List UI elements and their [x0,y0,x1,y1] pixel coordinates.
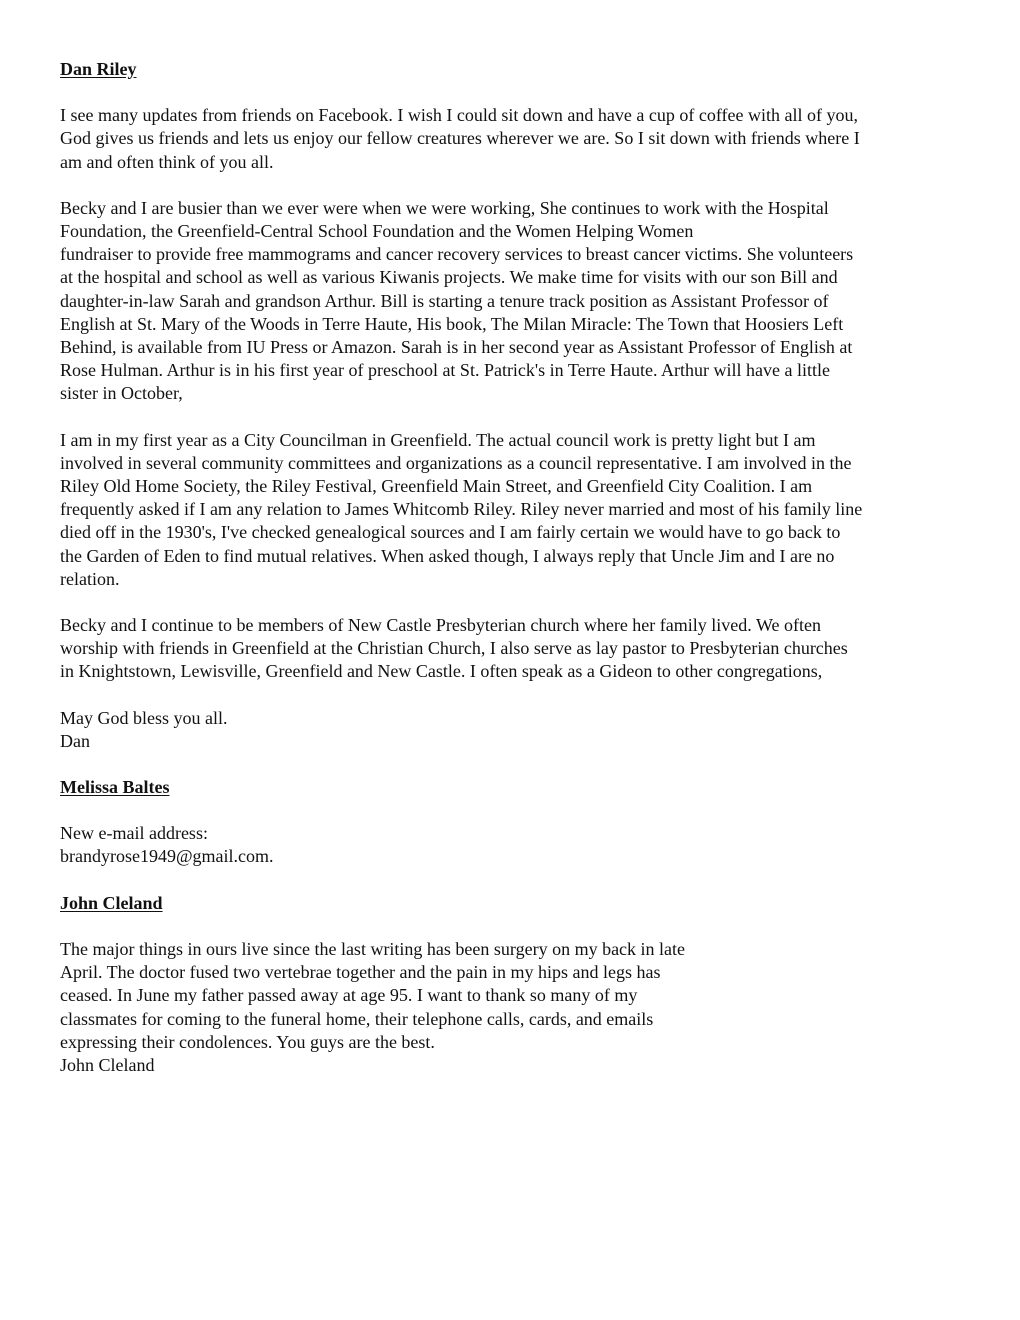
text-line: expressing their condolences. You guys are the best. [60,1031,435,1052]
section-john-cleland [60,892,980,1077]
text-line: in Knightstown, Lewisville, Greenfield and New Castle. I often speak as a Gideon to other congregations, [60,661,823,682]
section-heading: Dan Riley [60,59,137,79]
text-line: classmates for coming to the funeral home, their telephone calls, cards, and emails [60,1008,654,1029]
text-line: English at St. Mary of the Woods in Terre Haute, His book, The Milan Miracle: The Town that Hoosiers Left [60,313,844,334]
text-line: am and often think of you all. [60,151,274,172]
text-line: involved in several community committees and organizations as a council representative. I am involved in the [60,452,852,473]
text-line: sister in October, [60,383,183,404]
document-page [60,58,980,1100]
paragraph [60,822,980,868]
text-line: April. The doctor fused two vertebrae together and the pain in my hips and legs has [60,962,661,983]
text-line: God gives us friends and lets us enjoy our fellow creatures wherever we are. So I sit down with friends where I [60,128,860,149]
email-address: brandyrose1949@gmail.com. [60,846,274,867]
signature-line: Dan [60,730,90,751]
paragraph [60,614,980,684]
text-line: May God bless you all. [60,707,228,728]
section-melissa-baltes [60,776,980,869]
text-line: I see many updates from friends on Facebook. I wish I could sit down and have a cup of coffee with all of you, [60,105,858,126]
text-line: daughter-in-law Sarah and grandson Arthur. Bill is starting a tenure track position as Assistant Professor of [60,290,829,311]
text-line: Foundation, the Greenfield-Central School Foundation and the Women Helping Women [60,221,694,242]
text-line: The major things in ours live since the last writing has been surgery on my back in late [60,938,686,959]
paragraph [60,197,980,406]
text-line: Rose Hulman. Arthur is in his first year of preschool at St. Patrick's in Terre Haute. Arthur will have a little [60,360,830,381]
paragraph [60,707,980,753]
section-heading: John Cleland [60,892,163,913]
text-line: relation. [60,568,120,589]
text-line: at the hospital and school as well as various Kiwanis projects. We make time for visits with our son Bill and [60,267,838,288]
text-line: frequently asked if I am any relation to James Whitcomb Riley. Riley never married and most of his family line [60,499,863,520]
text-line: Becky and I are busier than we ever were when we were working, She continues to work with the Hospital [60,197,829,218]
text-line: I am in my first year as a City Councilman in Greenfield. The actual council work is pretty light but I am [60,429,816,450]
text-line: Behind, is available from IU Press or Amazon. Sarah is in her second year as Assistant Professor of English at [60,337,853,358]
text-line: ceased. In June my father passed away at age 95. I want to thank so many of my [60,985,638,1006]
text-line: Riley Old Home Society, the Riley Festival, Greenfield Main Street, and Greenfield City Coalition. I am [60,476,813,497]
text-line: the Garden of Eden to find mutual relatives. When asked though, I always reply that Uncle Jim and I are no [60,545,835,566]
text-line: New e-mail address: [60,823,208,844]
paragraph [60,429,980,591]
signature-line: John Cleland [60,1054,155,1075]
text-line: Becky and I continue to be members of New Castle Presbyterian church where her family lived. We often [60,615,821,636]
section-heading: Melissa Baltes [60,777,170,798]
text-line: died off in the 1930's, I've checked genealogical sources and I am fairly certain we would have to go back to [60,522,841,543]
paragraph [60,104,980,174]
text-line: worship with friends in Greenfield at the Christian Church, I also serve as lay pastor to Presbyterian churches [60,638,848,659]
text-line: fundraiser to provide free mammograms and cancer recovery services to breast cancer victims. She volunteers [60,244,854,265]
section-dan-riley [60,58,980,753]
paragraph [60,938,980,1077]
